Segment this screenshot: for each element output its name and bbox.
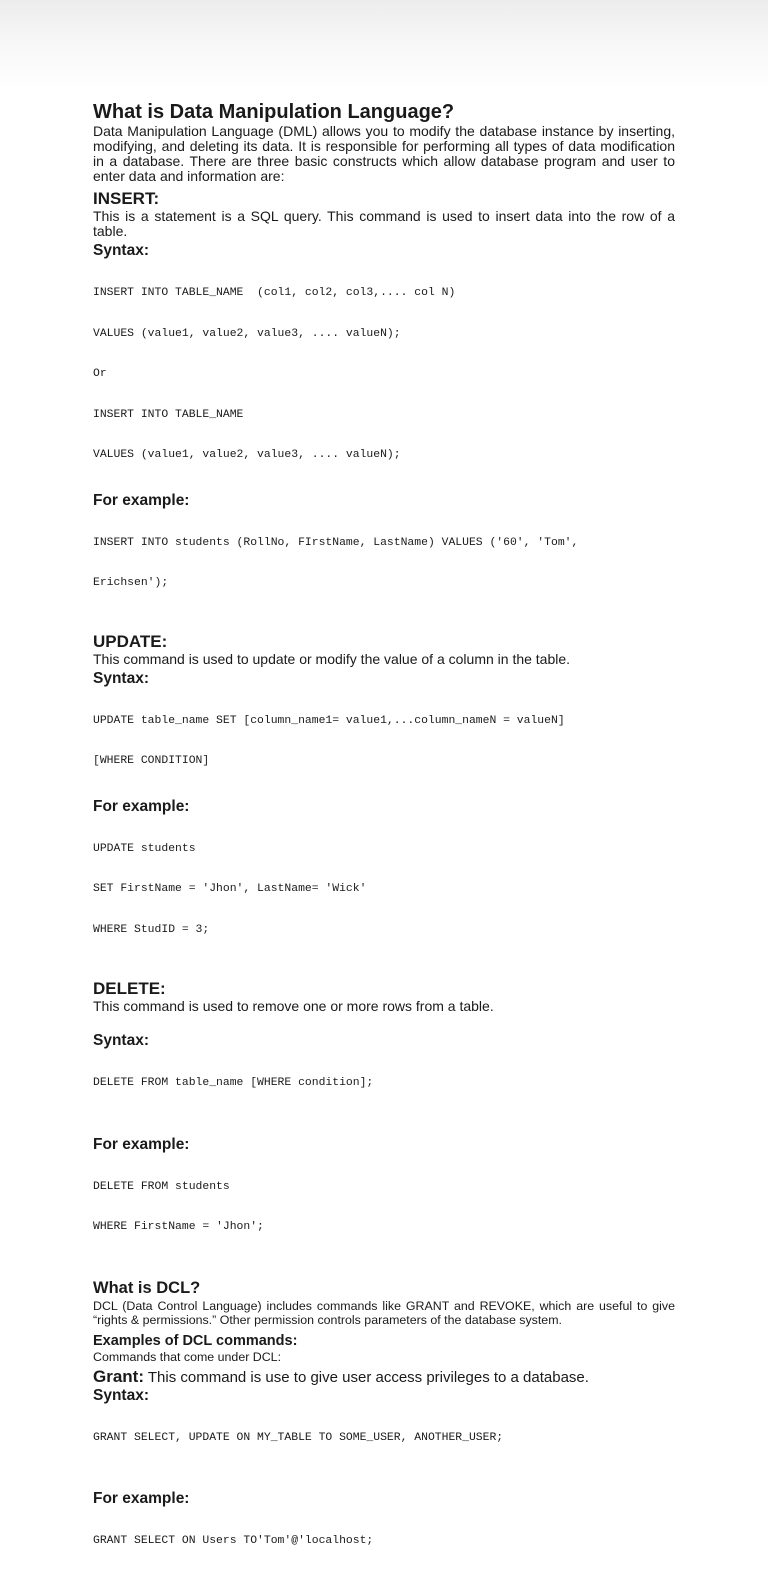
update-heading: UPDATE: xyxy=(93,631,168,651)
code-line: WHERE StudID = 3; xyxy=(93,923,210,936)
code-line: GRANT SELECT ON Users TO'Tom'@'localhost; xyxy=(93,1535,374,1547)
update-syntax-label: Syntax: xyxy=(93,669,149,687)
dcl-heading: What is DCL? xyxy=(93,1278,201,1297)
grant-label: Grant: xyxy=(93,1366,144,1386)
delete-heading: DELETE: xyxy=(93,979,166,998)
insert-example-label: For example: xyxy=(93,491,190,509)
code-line: INSERT INTO TABLE_NAME xyxy=(93,408,244,421)
insert-example-code xyxy=(93,510,675,618)
update-syntax-code xyxy=(93,688,675,796)
code-line: DELETE FROM students xyxy=(93,1180,230,1193)
code-line: VALUES (value1, value2, value3, .... valueN); xyxy=(93,327,401,340)
grant-text: This command is use to give user access privileges to a database. xyxy=(144,1368,589,1386)
document-page xyxy=(93,100,675,1576)
delete-description: This command is used to remove one or more rows from a table. xyxy=(93,998,494,1014)
delete-syntax-label: Syntax: xyxy=(93,1032,149,1049)
update-example-code xyxy=(93,816,675,965)
code-line: GRANT SELECT, UPDATE ON MY_TABLE TO SOME_USER, ANOTHER_USER; xyxy=(93,1431,504,1444)
page-top-shadow xyxy=(0,0,768,92)
insert-heading: INSERT: xyxy=(93,189,160,208)
code-line: INSERT INTO TABLE_NAME (col1, col2, col3,.... col N) xyxy=(93,287,456,299)
code-line: DELETE FROM table_name [WHERE condition]; xyxy=(93,1077,374,1089)
insert-syntax-code xyxy=(93,260,675,490)
code-line: Erichsen'); xyxy=(93,577,169,589)
delete-example-code xyxy=(93,1154,675,1262)
delete-syntax-code xyxy=(93,1050,675,1118)
code-line: [WHERE CONDITION] xyxy=(93,755,210,767)
code-line: WHERE FirstName = 'Jhon'; xyxy=(93,1221,264,1233)
grant-example-code xyxy=(93,1508,675,1576)
code-line: SET FirstName = 'Jhon', LastName= 'Wick' xyxy=(93,883,367,895)
delete-example-label: For example: xyxy=(93,1135,190,1153)
insert-description: This is a statement is a SQL query. This command is used to insert data into the row of a table. xyxy=(93,208,675,239)
grant-syntax-code xyxy=(93,1405,675,1473)
page-title: What is Data Manipulation Language? xyxy=(93,101,455,123)
dcl-examples-text: Commands that come under DCL: xyxy=(93,1349,282,1364)
code-line: Or xyxy=(93,368,107,380)
code-line: INSERT INTO students (RollNo, FIrstName, LastName) VALUES ('60', 'Tom', xyxy=(93,536,579,549)
code-line: UPDATE table_name SET [column_name1= value1,...column_nameN = valueN] xyxy=(93,714,565,727)
update-description: This command is used to update or modify the value of a column in the table. xyxy=(93,650,571,667)
insert-syntax-label: Syntax: xyxy=(93,242,149,259)
code-line: VALUES (value1, value2, value3, .... valueN); xyxy=(93,449,401,461)
dcl-description: DCL (Data Control Language) includes commands like GRANT and REVOKE, which are useful to give “rights & permissions.” Other permission controls parameters of the database system. xyxy=(93,1298,675,1327)
update-example-label: For example: xyxy=(93,797,190,815)
grant-syntax-label: Syntax: xyxy=(93,1386,149,1404)
intro-paragraph: Data Manipulation Language (DML) allows you to modify the database instance by inserting, modifying, and deleting its data. It is responsible for performing all types of data modification in a database. There are three basic constructs which allow database program and user to enter data and information are: xyxy=(93,123,675,184)
grant-example-label: For example: xyxy=(93,1490,190,1507)
grant-line xyxy=(93,1368,675,1387)
dcl-examples-heading: Examples of DCL commands: xyxy=(93,1332,298,1349)
code-line: UPDATE students xyxy=(93,842,196,855)
